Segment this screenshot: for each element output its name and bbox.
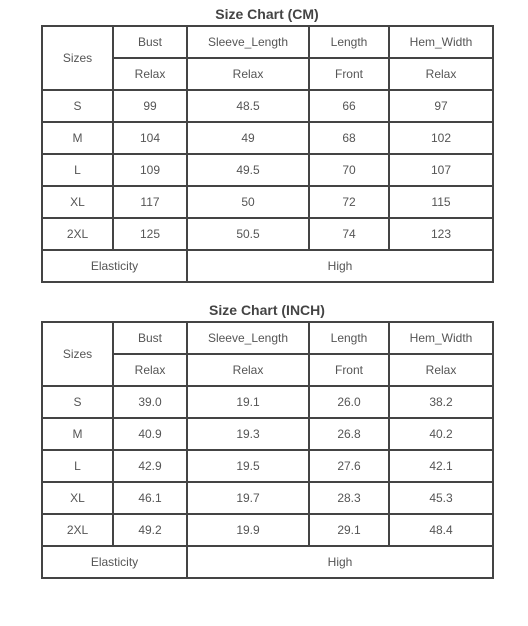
column-header-length: Length	[309, 26, 389, 58]
sizes-header: Sizes	[42, 322, 113, 386]
table-row	[42, 122, 493, 154]
subheader-length: Front	[309, 354, 389, 386]
table-cell: 97	[389, 90, 493, 122]
table-cell: 38.2	[389, 386, 493, 418]
table-row	[42, 90, 493, 122]
subheader-hem-width: Relax	[389, 354, 493, 386]
size-chart-cm-title: Size Chart (CM)	[215, 6, 319, 22]
table-row	[42, 186, 493, 218]
subheader-sleeve-length: Relax	[187, 354, 309, 386]
column-header-sleeve-length: Sleeve_Length	[187, 26, 309, 58]
table-cell: 107	[389, 154, 493, 186]
table-row	[42, 386, 493, 418]
column-header-hem-width: Hem_Width	[389, 26, 493, 58]
table-row	[42, 418, 493, 450]
size-cell: L	[42, 154, 113, 186]
table-cell: 117	[113, 186, 187, 218]
table-cell: 123	[389, 218, 493, 250]
elasticity-value: High	[187, 546, 493, 578]
column-header-sleeve-length: Sleeve_Length	[187, 322, 309, 354]
size-cell: S	[42, 90, 113, 122]
sizes-header: Sizes	[42, 26, 113, 90]
table-cell: 19.3	[187, 418, 309, 450]
table-cell: 48.5	[187, 90, 309, 122]
table-cell: 72	[309, 186, 389, 218]
table-cell: 102	[389, 122, 493, 154]
size-chart-cm-table	[41, 25, 494, 283]
table-cell: 19.1	[187, 386, 309, 418]
table-cell: 26.0	[309, 386, 389, 418]
table-cell: 99	[113, 90, 187, 122]
table-cell: 19.7	[187, 482, 309, 514]
table-cell: 48.4	[389, 514, 493, 546]
size-chart-inch-title: Size Chart (INCH)	[209, 302, 325, 318]
table-cell: 40.9	[113, 418, 187, 450]
table-cell: 66	[309, 90, 389, 122]
size-cell: XL	[42, 186, 113, 218]
subheader-bust: Relax	[113, 58, 187, 90]
table-cell: 19.5	[187, 450, 309, 482]
subheader-length: Front	[309, 58, 389, 90]
table-cell: 45.3	[389, 482, 493, 514]
table-row	[42, 218, 493, 250]
size-cell: M	[42, 418, 113, 450]
table-cell: 109	[113, 154, 187, 186]
size-chart-inch-table	[41, 321, 494, 579]
table-cell: 40.2	[389, 418, 493, 450]
table-row	[42, 514, 493, 546]
table-cell: 26.8	[309, 418, 389, 450]
table-header-row	[42, 322, 493, 354]
subheader-bust: Relax	[113, 354, 187, 386]
size-cell: S	[42, 386, 113, 418]
table-cell: 49.5	[187, 154, 309, 186]
subheader-sleeve-length: Relax	[187, 58, 309, 90]
elasticity-value: High	[187, 250, 493, 282]
elasticity-row	[42, 250, 493, 282]
elasticity-label: Elasticity	[42, 546, 187, 578]
table-cell: 28.3	[309, 482, 389, 514]
table-cell: 42.1	[389, 450, 493, 482]
table-cell: 68	[309, 122, 389, 154]
table-row	[42, 450, 493, 482]
table-row	[42, 482, 493, 514]
subheader-hem-width: Relax	[389, 58, 493, 90]
column-header-hem-width: Hem_Width	[389, 322, 493, 354]
table-cell: 49.2	[113, 514, 187, 546]
table-cell: 125	[113, 218, 187, 250]
table-cell: 19.9	[187, 514, 309, 546]
elasticity-label: Elasticity	[42, 250, 187, 282]
size-cell: 2XL	[42, 218, 113, 250]
table-row	[42, 154, 493, 186]
table-cell: 70	[309, 154, 389, 186]
table-cell: 74	[309, 218, 389, 250]
size-cell: XL	[42, 482, 113, 514]
column-header-length: Length	[309, 322, 389, 354]
table-cell: 29.1	[309, 514, 389, 546]
column-header-bust: Bust	[113, 26, 187, 58]
table-cell: 42.9	[113, 450, 187, 482]
elasticity-row	[42, 546, 493, 578]
table-cell: 27.6	[309, 450, 389, 482]
table-cell: 46.1	[113, 482, 187, 514]
column-header-bust: Bust	[113, 322, 187, 354]
table-cell: 49	[187, 122, 309, 154]
size-cell: L	[42, 450, 113, 482]
table-cell: 39.0	[113, 386, 187, 418]
table-header-row	[42, 26, 493, 58]
table-cell: 115	[389, 186, 493, 218]
size-cell: 2XL	[42, 514, 113, 546]
size-cell: M	[42, 122, 113, 154]
table-cell: 50.5	[187, 218, 309, 250]
table-cell: 50	[187, 186, 309, 218]
table-cell: 104	[113, 122, 187, 154]
